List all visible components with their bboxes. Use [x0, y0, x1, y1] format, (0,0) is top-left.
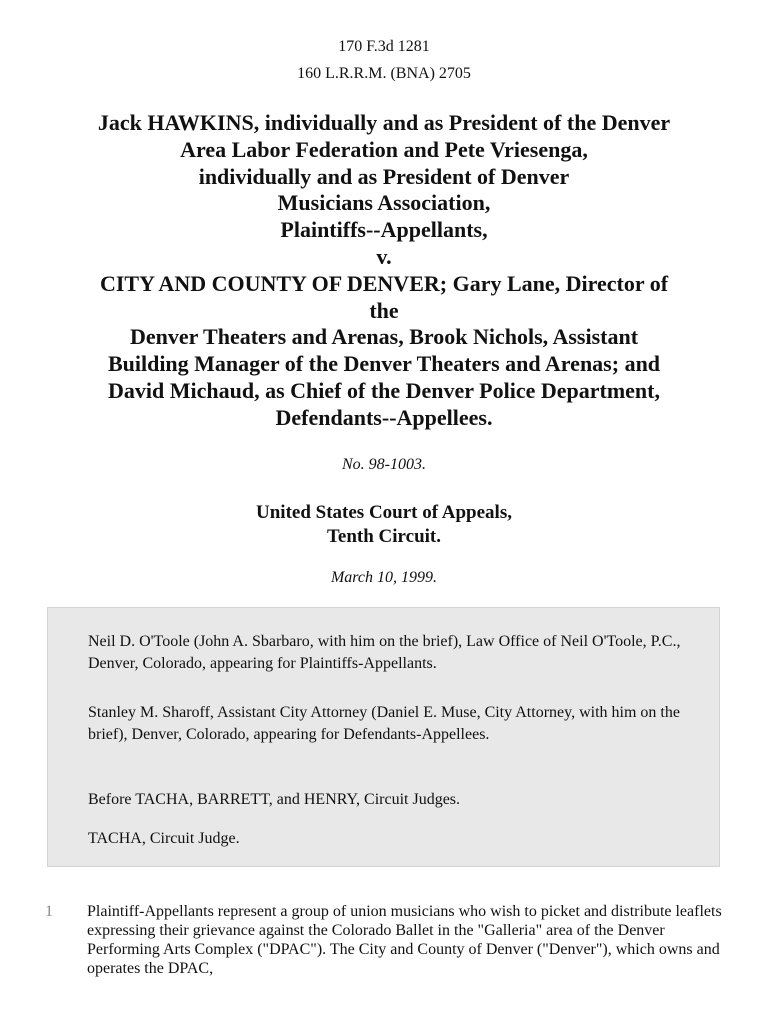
- plaintiffs-counsel: Neil D. O'Toole (John A. Sbarbaro, with him on the brief), Law Office of Neil O'Toole, P.C., Denver, Colorado, appearing for Plaintiffs-Appellants.: [88, 633, 681, 672]
- caption-line: v.: [376, 243, 392, 269]
- caption-line: Jack HAWKINS, individually and as President of the Denver: [97, 110, 671, 135]
- paragraph-number: 1: [45, 903, 53, 920]
- defendants-counsel: Stanley M. Sharoff, Assistant City Attorney (Daniel E. Muse, City Attorney, with him on the brief), Denver, Colorado, appearing for Defendants-Appellees.: [88, 704, 680, 743]
- case-caption: [30, 110, 738, 432]
- caption-line: CITY AND COUNTY OF DENVER; Gary Lane, Director of: [99, 270, 669, 296]
- decision-date: March 10, 1999.: [330, 569, 438, 586]
- caption-line: David Michaud, as Chief of the Denver Police Department,: [108, 377, 660, 403]
- docket-number: No. 98-1003.: [342, 456, 426, 473]
- caption-line: Defendants--Appellees.: [275, 404, 493, 430]
- counsel-box: [47, 607, 720, 867]
- paragraph-text: Plaintiff-Appellants represent a group of union musicians who wish to picket and distribute leaflets expressing their grievance against the Colorado Ballet in the "Galleria" area of the Denver Performing Arts Complex ("DPAC"). The City and County of Denver ("Denver"), which owns and operates the DPAC,: [87, 903, 722, 977]
- lrrm-citation: 160 L.R.R.M. (BNA) 2705: [297, 65, 471, 82]
- court-line: United States Court of Appeals,: [256, 502, 512, 523]
- judges-panel: Before TACHA, BARRETT, and HENRY, Circuit Judges.: [88, 791, 461, 808]
- caption-line: the: [369, 297, 399, 323]
- caption-line: Musicians Association,: [277, 190, 491, 216]
- court-line: Tenth Circuit.: [326, 526, 442, 547]
- opinion-author: TACHA, Circuit Judge.: [88, 830, 240, 847]
- court-name: [0, 501, 768, 549]
- caption-line: Area Labor Federation and Pete Vriesenga,: [180, 136, 588, 162]
- citation-block: [0, 33, 768, 87]
- caption-line: Plaintiffs--Appellants,: [280, 217, 488, 243]
- reporter-citation: 170 F.3d 1281: [338, 38, 430, 55]
- caption-line: Denver Theaters and Arenas, Brook Nichols, Assistant: [129, 324, 639, 350]
- caption-line: Building Manager of the Denver Theaters and Arenas; and: [107, 351, 661, 377]
- caption-line: individually and as President of Denver: [198, 163, 570, 189]
